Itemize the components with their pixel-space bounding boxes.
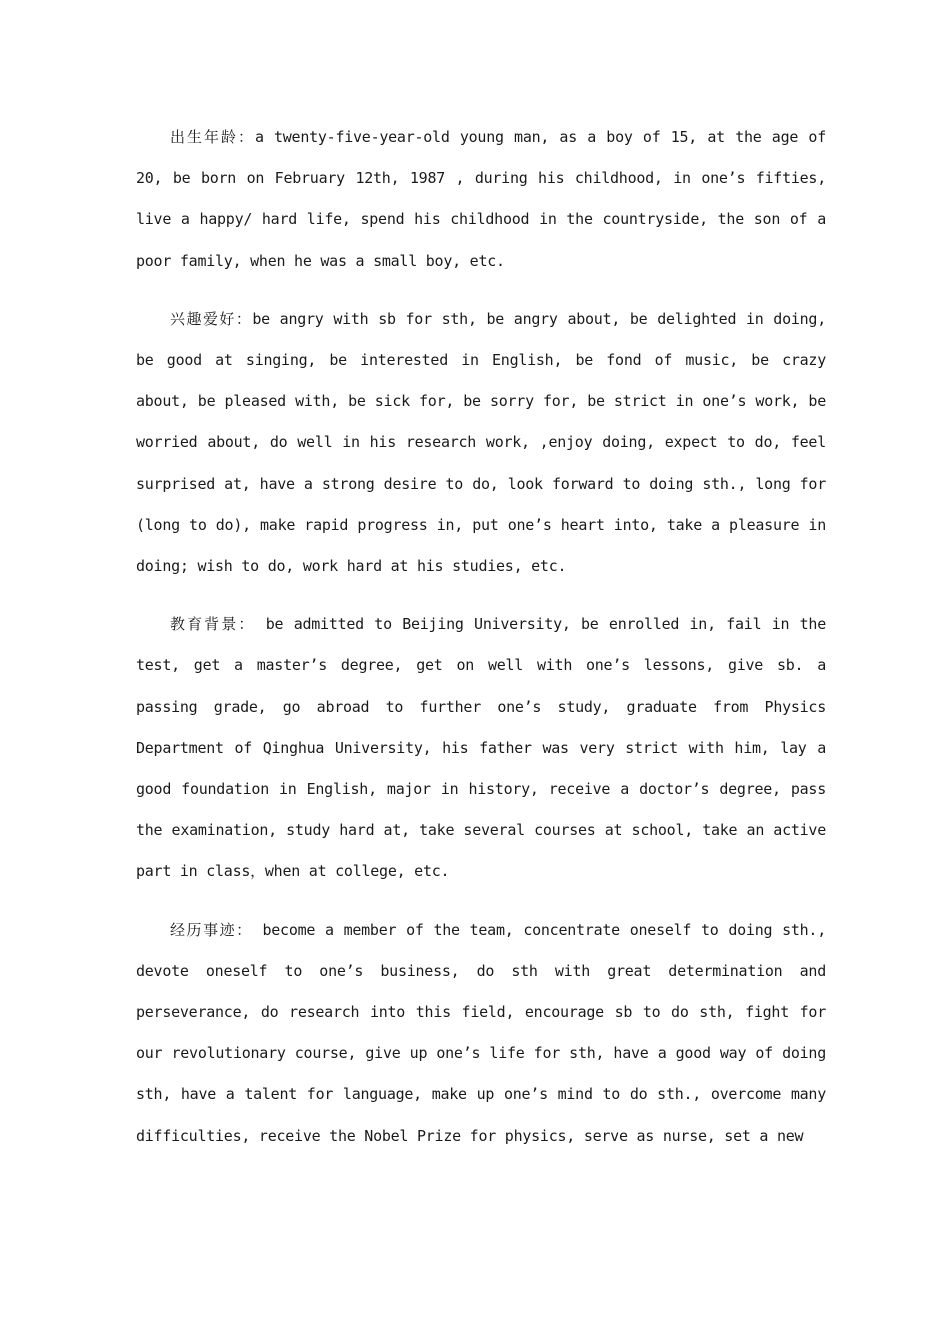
- paragraph-text: become a member of the team, concentrate oneself to doing sth., devote oneself to one’s business, do sth with great determination and perseverance, do research into this field, encourage sb to do sth, fight for our revolutionary course, give up one’s life for sth, have a good way of doing sth, have a talent for language, make up one’s mind to do sth., overcome many difficulties, receive the Nobel Prize for physics, serve as nurse, set a new: [136, 920, 826, 1145]
- paragraph-text: be admitted to Beijing University, be enrolled in, fail in the test, get a master’s degree, get on well with one’s lessons, give sb. a passing grade, go abroad to further one’s study, graduate from Physics Department of Qinghua University, his father was very strict with him, lay a good foundation in English, major in history, receive a doctor’s degree, pass the examination, study hard at, take several courses at school, take an active part in class，when at college, etc.: [136, 615, 826, 881]
- paragraph-interests: [136, 299, 826, 587]
- paragraph-experience: [136, 910, 826, 1157]
- paragraph-birth-age: [136, 117, 826, 282]
- heading-education: 教育背景：: [170, 615, 256, 634]
- heading-birth-age: 出生年龄：: [170, 128, 255, 146]
- document-body: [136, 117, 826, 1174]
- heading-interests: 兴趣爱好：: [170, 309, 253, 328]
- heading-experience: 经历事迹：: [170, 920, 253, 939]
- paragraph-education: [136, 604, 826, 892]
- paragraph-text: a twenty-five-year-old young man, as a boy of 15, at the age of 20, be born on February 12th, 1987 , during his childhood, in one’s fifties, live a happy/ hard life, spend his childhood in the countryside, the son of a poor family, when he was a small boy, etc.: [136, 128, 826, 270]
- paragraph-text: be angry with sb for sth, be angry about, be delighted in doing, be good at singing, be interested in English, be fond of music, be crazy about, be pleased with, be sick for, be sorry for, be strict in one’s work, be worried about, do well in his research work, ,enjoy doing, expect to do, feel surprised at, have a strong desire to do, look forward to doing sth., long for (long to do), make rapid progress in, put one’s heart into, take a pleasure in doing; wish to do, work hard at his studies, etc.: [136, 309, 826, 576]
